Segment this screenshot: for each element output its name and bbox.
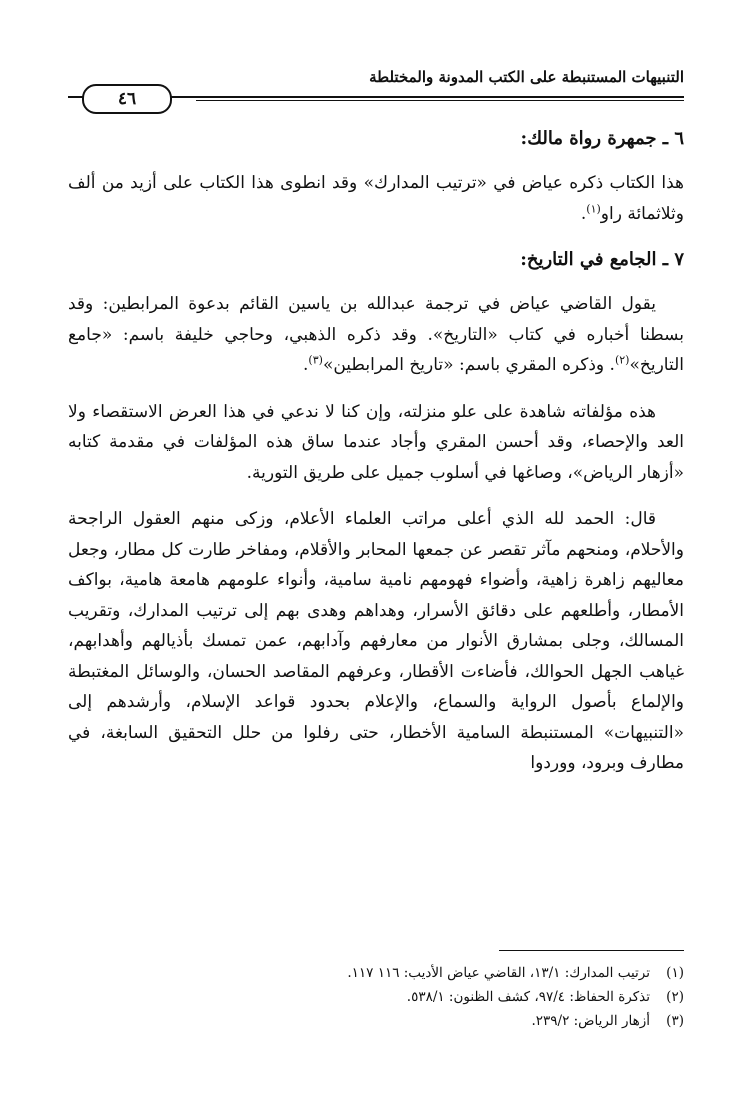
page-body [68, 124, 684, 779]
book-page [68, 60, 684, 1061]
paragraph: قال: الحمد لله الذي أعلى مراتب العلماء الأعلام، وزكى منهم العقول الراجحة والأحلام، ومنحهم مآثر تقصر عن جمعها المحابر والأقلام، ومفاخر طارت كل مطار، وجعل معاليهم زاهرة زاهية، وأضواء فهومهم نامية سامية، وأنواء علومهم هامعة هامية، بواكف الأمطار، وأطلعهم على دقائق الأسرار، وهداهم وهدى بهم إلى ترتيب المدارك، وتقريب المسالك، وجلى بمشارق الأنوار من معارفهم وآدابهم، عمن تمسك بأذيالهم وأهدابهم، غياهب الجهل الحوالك، فأضاءت الأقطار، وعرفهم المقاصد الحسان، والوسائل المغتبطة والإلماع بأصول الرواية والسماع، والإعلام بحدود قواعد الإسلام، وأرشدهم إلى «التنبيهات» المستنبطة السامية الأخطار، حتى رفلوا من حلل التحقيق السابغة، في مطارف وبرود، ووردوا [68, 509, 684, 773]
footnote: (٣)أزهار الرياض: ٢٣٩/٢. [531, 1013, 684, 1029]
paragraph: هذا الكتاب ذكره عياض في «ترتيب المدارك» وقد انطوى هذا الكتاب على أزيد من ألف وثلاثمائة راو$^{(١)}$. [68, 173, 684, 224]
footnote: (٢)تذكرة الحفاظ: ٩٧/٤، كشف الظنون: ٥٣٨/١. [406, 989, 684, 1005]
header-rule-thin [196, 100, 684, 101]
footnotes [68, 950, 684, 1033]
section-heading-7: ٧ ـ الجامع في التاريخ: [520, 249, 684, 270]
section-heading-6: ٦ ـ جمهرة رواة مالك: [520, 128, 684, 149]
page-number: ٤٦ [82, 84, 172, 114]
paragraph: يقول القاضي عياض في ترجمة عبدالله بن ياسين القائم بدعوة المرابطين: وقد بسطنا أخباره في كتاب «التاريخ». وقد ذكره الذهبي، وحاجي خليفة باسم: «جامع التاريخ»$^{(٢)}$. وذكره المقري باسم: «تاريخ المرابطين»$^{(٣)}$. [68, 294, 684, 375]
running-header [68, 60, 684, 109]
footnote-ref: (١) [586, 201, 601, 215]
running-title: التنبيهات المستنبطة على الكتب المدونة والمختلطة [369, 68, 684, 86]
footnote-rule [499, 950, 684, 951]
footnote: (١)ترتيب المدارك: ١٣/١، القاضي عياض الأديب: ١١٦ ١١٧. [347, 965, 684, 981]
footnote-ref: (٣) [308, 353, 323, 367]
paragraph: هذه مؤلفاته شاهدة على علو منزلته، وإن كنا لا ندعي في هذا العرض الاستقصاء ولا العد والإحصاء، وقد أحسن المقري وأجاد عندما ساق هذه المؤلفات في مقدمة كتابه «أزهار الرياض»، وصاغها في أسلوب جميل على طريق التورية. [68, 401, 684, 483]
footnote-ref: (٢) [614, 353, 630, 367]
